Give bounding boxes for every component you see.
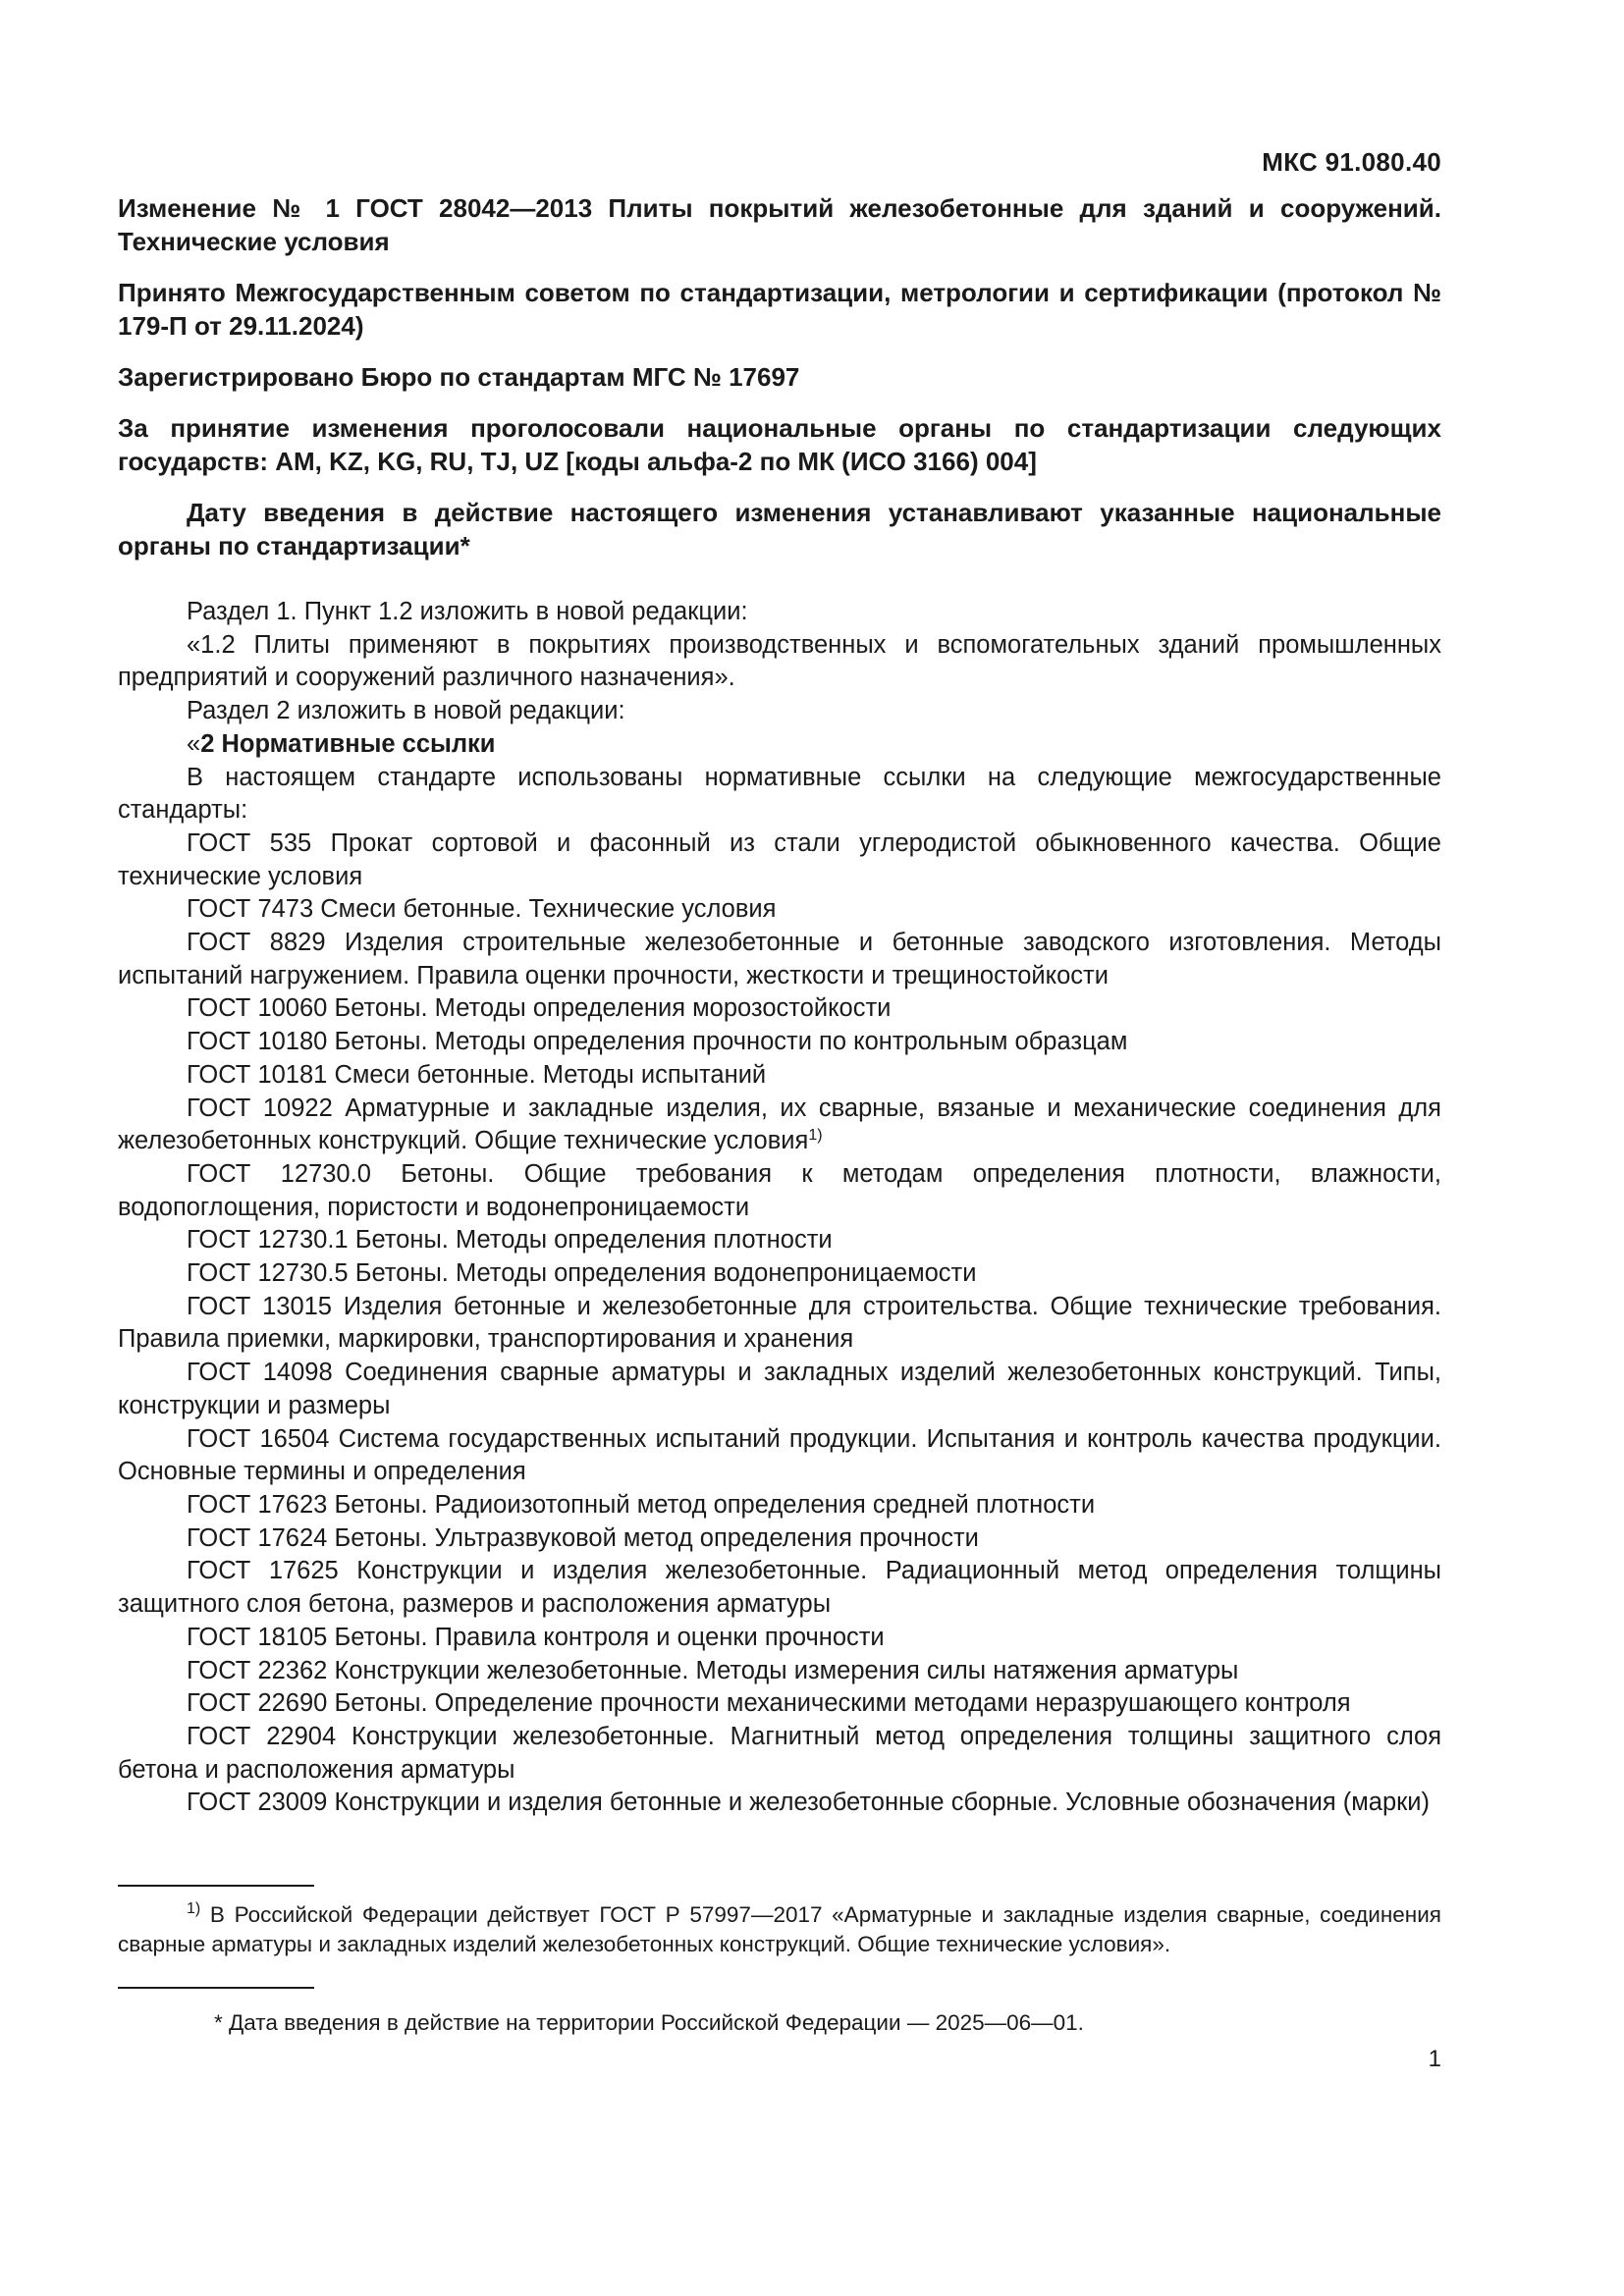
mks-code: МКС 91.080.40 xyxy=(1262,147,1441,177)
voted-statement: За принятие изменения проголосовали национальные органы по стандартизации следующих государств: AM, KZ, KG, RU, TJ, UZ [коды альфа-2 по МК (ИСО 3166) 004] xyxy=(118,413,1441,476)
reference-number: ГОСТ 10060 xyxy=(187,994,328,1023)
reference-number: ГОСТ 535 xyxy=(187,828,312,857)
reference-title: Прокат сортовой и фасонный из стали углеродистой обыкновенного качества. Общие технические условия xyxy=(118,828,1441,890)
adopted-statement: Принято Межгосударственным советом по стандартизации, метрологии и сертификации (протокол № 179-П от 29.11.2024) xyxy=(118,278,1441,341)
reference-title: Изделия бетонные и железобетонные для строительства. Общие технические требования. Правила приемки, маркировки, транспортирования и хранения xyxy=(118,1292,1441,1354)
footnote-1-text: В Российской Федерации действует ГОСТ Р 57997—2017 «Арматурные и закладные изделия сварные, соединения сварные арматуры и закладных изделий железобетонных конструкций. Общие технические условия». xyxy=(118,1902,1441,1956)
reference-title: Бетоны. Правила контроля и оценки прочности xyxy=(334,1623,885,1651)
reference-item xyxy=(118,893,1441,927)
clause-1-2: «1.2 Плиты применяют в покрытиях производственных и вспомогательных зданий промышленных предприятий и сооружений различного назначения». xyxy=(118,630,1441,692)
page-number: 1 xyxy=(1428,2046,1441,2072)
reference-title: Изделия строительные железобетонные и бетонные заводского изготовления. Методы испытаний нагружением. Правила оценки прочности, жесткости и трещиностойкости xyxy=(118,929,1442,989)
reference-title: Соединения сварные арматуры и закладных изделий железобетонных конструкций. Типы, конструкции и размеры xyxy=(118,1359,1442,1419)
reference-number: ГОСТ 17625 xyxy=(187,1557,339,1585)
reference-title: Арматурные и закладные изделия, их сварные, вязаные и механические соединения для железобетонных конструкций. Общие технические условия xyxy=(118,1094,1441,1155)
reference-number: ГОСТ 23009 xyxy=(187,1789,328,1817)
references-list xyxy=(118,828,1441,1820)
reference-number: ГОСТ 22904 xyxy=(187,1722,337,1750)
reference-number: ГОСТ 14098 xyxy=(187,1359,333,1387)
reference-item xyxy=(118,1158,1441,1224)
reference-title: Бетоны. Методы определения плотности xyxy=(354,1226,833,1255)
reference-item xyxy=(118,992,1441,1026)
reference-number: ГОСТ 12730.1 xyxy=(187,1226,349,1255)
footnote-2: * Дата введения в действие на территории Российской Федерации — 2025—06—01. xyxy=(214,2010,1084,2035)
footnote-rule-1 xyxy=(118,1885,314,1887)
reference-item xyxy=(118,1059,1441,1093)
reference-item xyxy=(118,1655,1441,1688)
reference-number: ГОСТ 12730.0 xyxy=(187,1159,371,1188)
reference-item xyxy=(118,1291,1441,1357)
reference-title: Бетоны. Радиоизотопный метод определения средней плотности xyxy=(334,1490,1096,1519)
reference-number: ГОСТ 7473 xyxy=(187,895,314,924)
reference-number: ГОСТ 17623 xyxy=(187,1490,328,1519)
reference-item xyxy=(118,1489,1441,1522)
reference-title: Бетоны. Методы определения морозостойкости xyxy=(334,994,892,1023)
open-quote: « xyxy=(187,729,201,758)
reference-title: Бетоны. Методы определения водонепроницаемости xyxy=(354,1259,977,1288)
reference-number: ГОСТ 22362 xyxy=(187,1656,328,1684)
reference-title: Бетоны. Ультразвуковой метод определения прочности xyxy=(334,1523,979,1552)
reference-title: Конструкции железобетонные. Методы измерения силы натяжения арматуры xyxy=(334,1656,1239,1684)
reference-number: ГОСТ 8829 xyxy=(187,929,326,957)
reference-number: ГОСТ 16504 xyxy=(187,1424,330,1453)
reference-item xyxy=(118,1522,1441,1556)
reference-number: ГОСТ 12730.5 xyxy=(187,1259,349,1288)
footnote-ref-mark: 1) xyxy=(808,1127,823,1145)
reference-number: ГОСТ 17624 xyxy=(187,1523,328,1552)
reference-number: ГОСТ 10180 xyxy=(187,1028,328,1056)
reference-title: Бетоны. Методы определения прочности по контрольным образцам xyxy=(334,1028,1128,1056)
footnote-1 xyxy=(118,1900,1441,1959)
reference-number: ГОСТ 10181 xyxy=(187,1060,328,1089)
reference-title: Конструкции железобетонные. Магнитный метод определения толщины защитного слоя бетона и расположения арматуры xyxy=(118,1722,1441,1784)
reference-number: ГОСТ 18105 xyxy=(187,1623,328,1651)
reference-title: Бетоны. Определение прочности механическими методами неразрушающего контроля xyxy=(334,1689,1351,1718)
reference-item xyxy=(118,1224,1441,1257)
reference-number: ГОСТ 10922 xyxy=(187,1094,333,1122)
reference-item xyxy=(118,1721,1441,1787)
reference-title: Бетоны. Общие требования к методам определения плотности, влажности, водопоглощения, пористости и водонепроницаемости xyxy=(118,1159,1442,1221)
footnote-1-mark: 1) xyxy=(187,1900,201,1917)
reference-item xyxy=(118,1787,1441,1820)
effective-date-statement: Дату введения в действие настоящего изменения устанавливают указанные национальные органы по стандартизации* xyxy=(118,498,1441,561)
reference-title: Система государственных испытаний продукции. Испытания и контроль качества продукции. Основные термины и определения xyxy=(118,1424,1441,1486)
registered-statement: Зарегистрировано Бюро по стандартам МГС № 17697 xyxy=(118,362,800,392)
section2-heading-line xyxy=(118,728,1441,762)
reference-title: Конструкции и изделия железобетонные. Радиационный метод определения толщины защитного слоя бетона, размеров и расположения арматуры xyxy=(118,1557,1441,1619)
reference-item xyxy=(118,828,1441,893)
reference-item xyxy=(118,1026,1441,1059)
reference-title: Конструкции и изделия бетонные и железобетонные сборные. Условные обозначения (марки) xyxy=(334,1789,1431,1817)
reference-item xyxy=(118,1622,1441,1655)
reference-title: Смеси бетонные. Технические условия xyxy=(320,895,777,924)
reference-item xyxy=(118,1423,1441,1489)
reference-item xyxy=(118,1257,1441,1291)
section1-intro: Раздел 1. Пункт 1.2 изложить в новой редакции: xyxy=(187,598,748,625)
reference-item xyxy=(118,1555,1441,1621)
reference-item xyxy=(118,1093,1441,1158)
refs-intro: В настоящем стандарте использованы нормативные ссылки на следующие межгосударственные стандарты: xyxy=(118,763,1441,825)
reference-number: ГОСТ 22690 xyxy=(187,1689,328,1718)
reference-item xyxy=(118,927,1441,992)
section2-intro: Раздел 2 изложить в новой редакции: xyxy=(187,697,625,725)
section2-heading: 2 Нормативные ссылки xyxy=(200,729,496,758)
header-block xyxy=(118,191,1441,580)
reference-number: ГОСТ 13015 xyxy=(187,1292,332,1320)
footnote-rule-2 xyxy=(118,1987,314,1989)
amendment-title: Изменение № 1 ГОСТ 28042—2013 Плиты покрытий железобетонные для зданий и сооружений. Технические условия xyxy=(118,193,1441,256)
reference-item xyxy=(118,1687,1441,1721)
amendment-body xyxy=(118,596,1441,1820)
reference-title: Смеси бетонные. Методы испытаний xyxy=(334,1060,767,1089)
reference-item xyxy=(118,1357,1441,1422)
